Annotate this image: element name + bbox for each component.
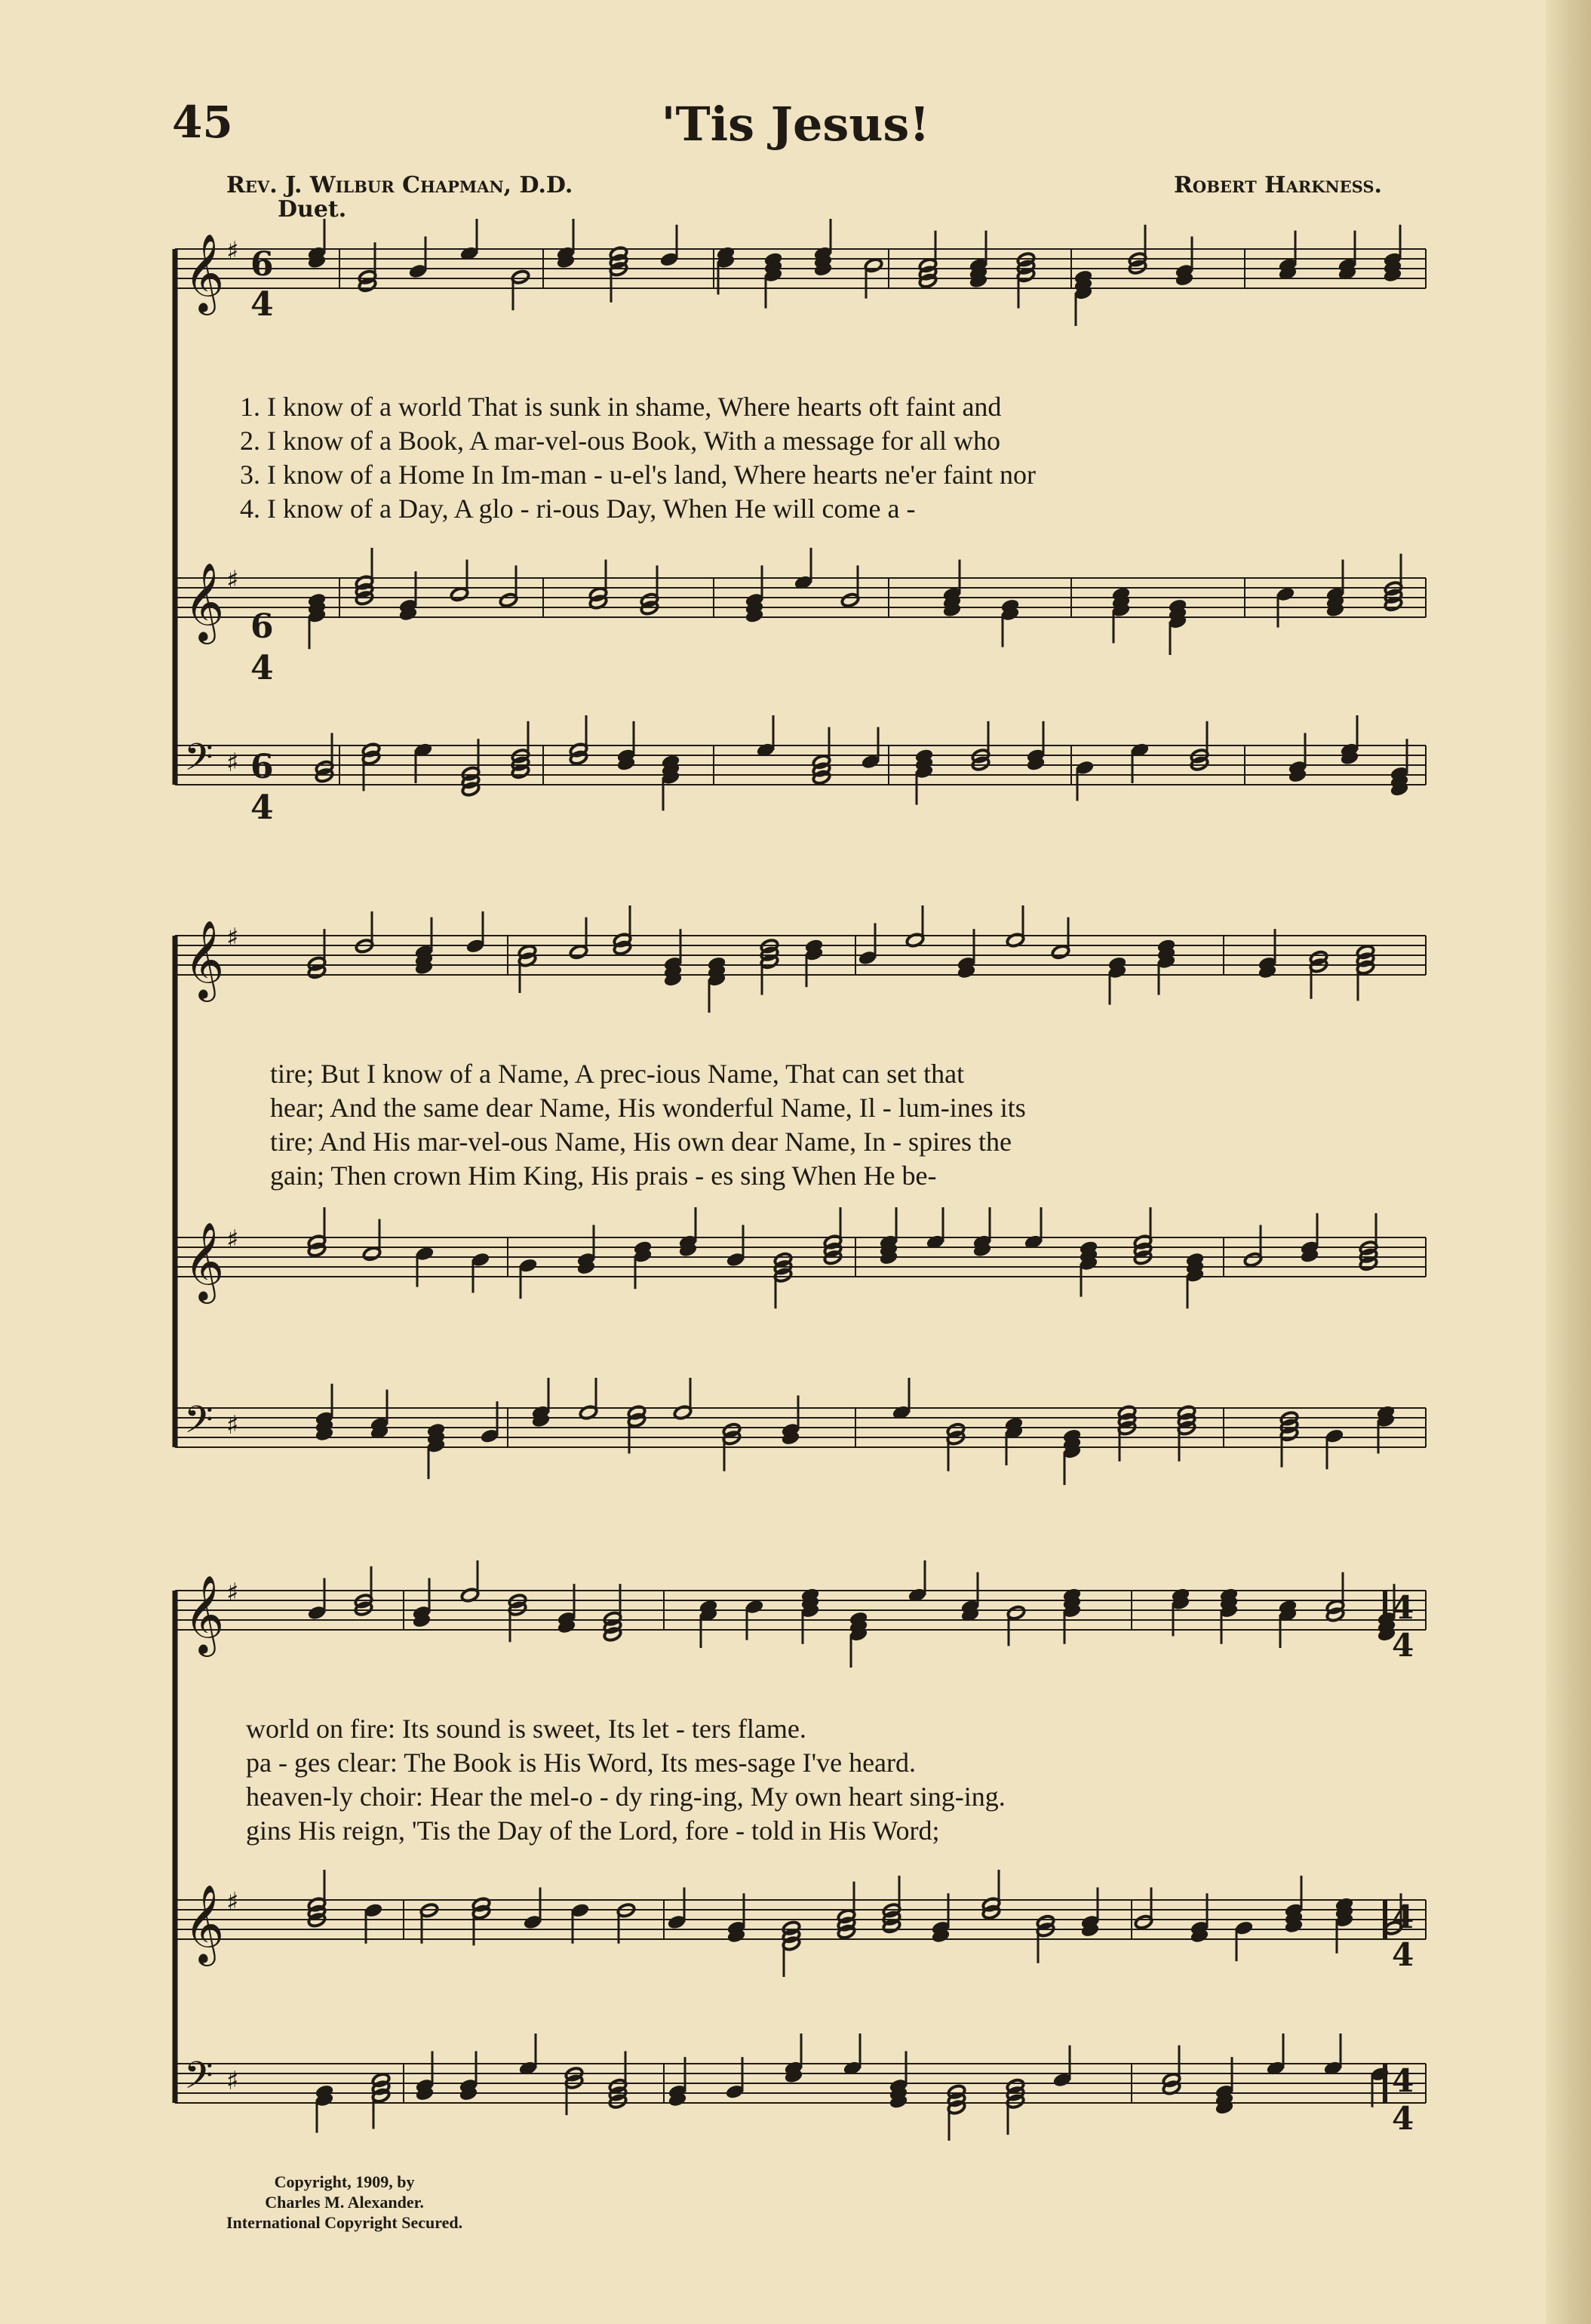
bass-clef-icon: 𝄢 [184,736,213,788]
lyric-line-s2-v1: tire; But I know of a Name, A prec-ious Name, That can set that [270,1059,965,1089]
time-sig-bottom: 4 [250,788,274,827]
lyric-line-s2-v4: gain; Then crown Him King, His prais - es sing When He be- [270,1160,937,1191]
sharp-icon: ♯ [226,1225,239,1255]
lyric-line-s2-v3: tire; And His mar-vel-ous Name, His own dear Name, In - spires the [270,1127,1012,1157]
hymn-title: 'Tis Jesus! [661,97,930,152]
time-sig-bottom: 4 [250,285,274,324]
treble-clef-icon: 𝄞 [184,562,225,641]
sharp-icon: ♯ [226,565,239,595]
copyright-line: Charles M. Alexander. [265,2193,424,2212]
duet-marking: Duet. [278,196,347,223]
treble-clef-icon: 𝄞 [184,1884,225,1963]
lyric-line-s3-v2: pa - ges clear: The Book is His Word, Its mes-sage I've heard. [246,1748,917,1778]
treble-clef-icon: 𝄞 [184,233,225,312]
copyright-line: International Copyright Secured. [226,2213,463,2232]
lyric-line-s3-v1: world on fire: Its sound is sweet, Its let - ters flame. [246,1714,806,1744]
time-sig-bottom: 4 [1392,1936,1414,1973]
sharp-icon: ♯ [226,2066,239,2096]
time-sig-top: 4 [1392,2062,1414,2099]
lyric-line-s2-v2: hear; And the same dear Name, His wonderful Name, Il - lum-ines its [270,1093,1026,1123]
lyric-line-s3-v3: heaven-ly choir: Hear the mel-o - dy ring-ing, My own heart sing-ing. [246,1781,1006,1812]
composer-credit: Robert Harkness. [1174,172,1382,198]
time-sig-bottom: 4 [1392,2100,1414,2137]
lyric-line-s1-v1: 1. I know of a world That is sunk in shame, Where hearts oft faint and [240,392,1002,422]
time-sig-bottom: 4 [250,649,274,687]
bass-clef-icon: 𝄢 [184,1398,213,1451]
lyric-line-s1-v2: 2. I know of a Book, A mar-vel-ous Book, With a message for all who [240,426,1000,456]
treble-clef-icon: 𝄞 [184,1222,225,1301]
treble-clef-icon: 𝄞 [184,1575,225,1654]
sharp-icon: ♯ [226,1887,239,1917]
author-credit: Rev. J. Wilbur Chapman, D.D. [226,172,573,198]
copyright-line: Copyright, 1909, by [274,2172,415,2191]
hymn-number: 45 [172,97,233,148]
sharp-icon: ♯ [226,1410,239,1440]
time-sig-bottom: 4 [1392,1627,1414,1664]
lyric-line-s3-v4: gins His reign, 'Tis the Day of the Lord, fore - told in His Word; [246,1815,940,1846]
time-sig-top: 4 [1392,1589,1414,1626]
lyric-line-s1-v3: 3. I know of a Home In Im-man - u-el's land, Where hearts ne'er faint nor [240,460,1036,490]
sharp-icon: ♯ [226,748,239,778]
sharp-icon: ♯ [226,923,239,953]
lyric-line-s1-v4: 4. I know of a Day, A glo - ri-ous Day, When He will come a - [240,493,916,524]
copyright-notice [226,2172,462,2233]
time-sig-top: 6 [250,748,274,786]
bass-clef-icon: 𝄢 [184,2054,213,2107]
sharp-icon: ♯ [226,236,239,266]
treble-clef-icon: 𝄞 [184,920,225,999]
time-sig-top: 6 [250,245,274,284]
time-sig-top: 6 [250,607,274,646]
time-sig-top: 4 [1392,1898,1414,1935]
sharp-icon: ♯ [226,1578,239,1608]
